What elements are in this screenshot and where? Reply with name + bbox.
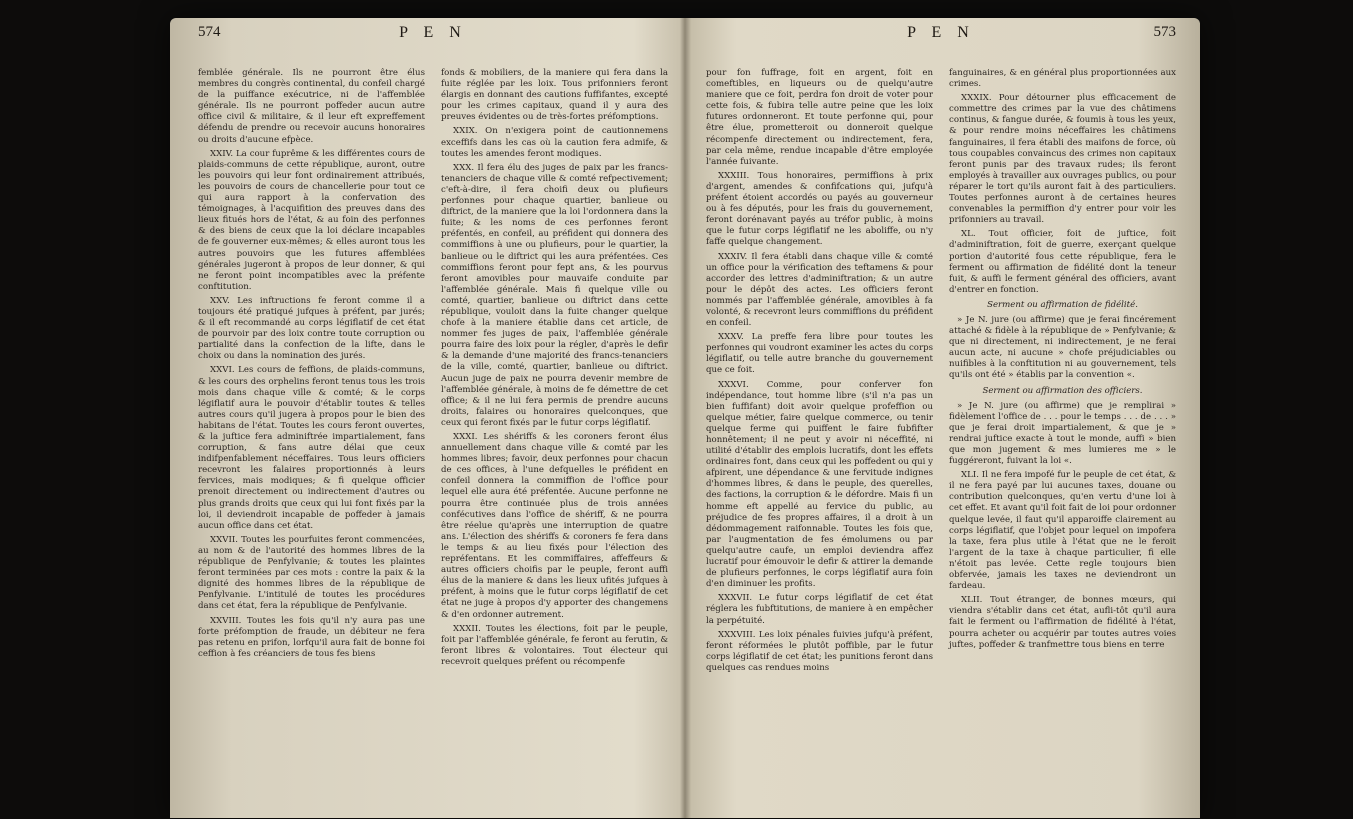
article-paragraph: fonds & mobiliers, de la maniere qui fera dans la fuite réglée par les loix. Tous prifonniers feront élargis en donnant des cautions fuffifantes, excepté pour les crimes capitaux, quand il y aura des preuves évidentes ou de très-fortes préfomptions. (441, 68, 668, 123)
article-paragraph: XXV. Les inftructions fe feront comme il a toujours été pratiqué jufques à préfent, par jurés; & il eft recommandé au corps légiflatif de cet état de pourvoir par des loix contre toute corruption ou partialité dans la confection de la lifte, dans le choix ou dans la nomination des jurés. (198, 295, 425, 362)
right-page (706, 24, 1176, 818)
article-paragraph: XXIX. On n'exigera point de cautionnemens exceffifs dans les cas où la caution fera admife, & toutes les amendes feront modiques. (441, 126, 668, 159)
left-page-header (198, 24, 668, 54)
left-page-column-2 (441, 68, 668, 818)
oath-heading: Serment ou affirmation des officiers. (982, 385, 1143, 396)
article-paragraph: XXXVI. Comme, pour conferver fon indépendance, tout homme libre (s'il n'a pas un bien fuffifant) doit avoir quelque profeffion ou quelque métier, faire quelque commerce, ou tenir quelque ferme qui puiffent le faire fubfifter honnêtement; il ne peut y avoir ni néceffité, ni utilité d'établir des emplois lucratifs, dont les effets ordinaires font, dans ceux qui les poffedent ou qui y afpirent, une dépendance & une fervitude indignes d'hommes libres, & dans le peuple, des querelles, des factions, la corruption & le défordre. Mais fi un homme eft appellé au fervice du public, au préjudice de fes propres affaires, il a droit à un dédommagement raifonnable. Toutes les fois que, par l'augmentation de fes émolumens ou par quelqu'autre caufe, un emploi deviendra affez lucratif pour émouvoir le defir & attirer la demande de plufieurs perfonnes, le corps légiflatif aura foin d'en diminuer les profits. (706, 379, 933, 590)
left-page-column-1 (198, 68, 425, 818)
right-page-number: 573 (1153, 24, 1176, 40)
article-paragraph: XXXV. La preffe fera libre pour toutes les perfonnes qui voudront examiner les actes du corps légiflatif, ou telle autre branche du gouvernement que ce foit. (706, 332, 933, 376)
right-page-column-1 (706, 68, 933, 818)
article-paragraph: fanguinaires, & en général plus proportionnées aux crimes. (949, 68, 1176, 90)
article-paragraph: XXX. Il fera élu des juges de paix par les francs-tenanciers de chaque ville & comté refpectivement; c'eft-à-dire, il fera choifi deux ou plufieurs perfonnes pour chaque quartier, banlieue ou diftrict, de la maniere que la loi l'ordonnera dans la fuite; & les noms de ces perfonnes feront préfentés, en confeil, au préfident qui donnera des commiffions à une ou plufieurs, pour le quartier, la banlieue ou le diftrict qui les aura préfentées. Ces commiffions feront pour fept ans, & les pourvus feront amovibles pour mauvaife conduite par l'affemblée générale. Mais fi quelque ville ou comté, quartier, banlieue ou diftrict dans cette république, vouloit dans la fuite changer quelque chofe à la maniere établie dans cet article, de nommer fes juges de paix, l'affemblée générale pourra faire des loix pour la régler, d'après le defir & la demande d'une majorité des francs-tenanciers de la ville, comté, quartier, banlieue ou diftrict. Aucun juge de paix ne pourra devenir membre de l'affemblée générale, à moins de fe démettre de cet office; & il ne lui fera permis de prendre aucuns droits, falaires ou honoraires quelconques, que ceux qui feront fixés par le futur corps légiflatif. (441, 162, 668, 428)
article-paragraph: XXXVII. Le futur corps légiflatif de cet état réglera les fubftitutions, de maniere à en empêcher la perpétuité. (706, 593, 933, 626)
article-paragraph: XLII. Tout étranger, de bonnes mœurs, qui viendra s'établir dans cet état, aufli-tôt qu'il aura fait le ferment ou l'affirmation de fidélité à l'état, pourra acheter ou acquérir par toutes autres voies juftes, poffeder & tranfmettre tous biens en terre (949, 595, 1176, 650)
article-paragraph: XXXI. Les shériffs & les coroners feront élus annuellement dans chaque ville & comté par les hommes libres; favoir, deux perfonnes pour chacun de ces offices, à l'une defquelles le préfident en confeil donnera la commiffion de l'office pour lequel elle aura été préfentée. Aucune perfonne ne pourra être continuée plus de trois années confécutives dans l'office de shériff, & ne pourra être réelue qu'après une interruption de quatre ans. L'élection des shériffs & coroners fe fera dans le temps & au lieu fixés pour l'élection des repréfentans. Et les commiffaires, affeffeurs & autres officiers choifis par le peuple, feront auffi élus de la maniere & dans les lieux ufités jufques à préfent, à moins que le futur corps légiflatif de cet état ne juge à propos d'y apporter des changemens & d'en ordonner autrement. (441, 432, 668, 620)
article-paragraph: XXXVIII. Les loix pénales fuivies jufqu'à préfent, feront réformées le plutôt poffible, par le futur corps légiflatif de cet état; les punitions feront dans quelques cas rendues moins (706, 629, 933, 673)
article-paragraph: XXXII. Toutes les élections, foit par le peuple, foit par l'affemblée générale, fe feront au ferutin, & feront libres & volontaires. Tout électeur qui recevroit quelques préfent ou récompenfe (441, 623, 668, 667)
article-paragraph: XXVIII. Toutes les fois qu'il n'y aura pas une forte préfomption de fraude, un débiteur ne fera pas retenu en prifon, lorfqu'il aura fait de bonne foi ceffion à fes créanciers de tous fes biens (198, 615, 425, 659)
article-paragraph: XXXIV. Il fera établi dans chaque ville & comté un office pour la vérification des teftamens & pour accorder des lettres d'adminiftration; & un autre pour le dépôt des actes. Les officiers feront nommés par l'affemblée générale, amovibles à fa volonté, & recevront leurs commiffions du préfident en confeil. (706, 251, 933, 329)
article-paragraph: pour fon fuffrage, foit en argent, foit en comeftibles, en liqueurs ou de quelqu'autre maniere que ce foit, perdra fon droit de voter pour cette fois, & fubira telle autre peine que les loix futures ordonneront. Et toute perfonne qui, pour être élue, prometteroit ou donneroit quelque récompenfe directement ou indirectement, fera, par cela même, rendue incapable d'être employée l'année fuivante. (706, 68, 933, 167)
right-running-head: P E N (907, 24, 975, 41)
article-paragraph: XXIV. La cour fuprême & les différentes cours de plaids-communs de cette république, auront, outre les pouvoirs qui leur font ordinairement attribués, les pouvoirs de cours de chancellerie pour tout ce qui aura rapport à la confervation des témoignages, à l'acquifition des preuves dans des lieux fitués hors de l'état, & au foin des perfonnes & des biens de ceux que la loi déclare incapables de fe gouverner eux-mêmes; & elles auront tous les autres pouvoirs que les futures affemblées générales jugeront à propos de leur donner, & qui ne feront point incompatibles avec la préfente conftitution. (198, 148, 425, 292)
open-book (170, 18, 1200, 818)
article-paragraph: XXXIII. Tous honoraires, permiffions à prix d'argent, amendes & confifcations qui, jufqu'à préfent étoient accordés ou payés au gouverneur ou à fes députés, pour les frais du gouvernement, feront dorénavant payés au tréfor public, à moins que le futur corps légiflatif ne les aboliffe, ou n'y faffe quelque changement. (706, 170, 933, 248)
article-paragraph: XL. Tout officier, foit de juftice, foit d'adminiftration, foit de guerre, exerçant quelque portion d'autorité fous cette république, fera le ferment ou affirmation de fidélité dont la teneur fuit, & auffi le ferment général des officiers, avant d'entrer en fonction. (949, 229, 1176, 295)
article-paragraph: » Je N. jure (ou affirme) que je ferai fincérement attaché & fidèle à la république de » Penfylvanie; & que ni directement, ni indirectement, je ne ferai aucun acte, ni aucune » chofe préjudiciables ou nuifibles à la conftitution ni au gouvernement, tels qu'ils ont été » établis par la convention «. (949, 314, 1176, 381)
article-paragraph: XLI. Il ne fera impofé fur le peuple de cet état, & il ne fera payé par lui aucunes taxes, douane ou contribution quelconques, qu'en vertu d'une loi à cet effet. Et avant qu'il foit fait de loi pour ordonner quelque levée, il faut qu'il apparoiffe clairement au corps légiflatif, que l'objet pour lequel on impofera la taxe, fera plus utile à l'état que ne le feroit l'argent de la taxe à chaque particulier, fi elle n'étoit pas levée. Cette regle toujours bien obfervée, jamais les taxes ne deviendront un fardeau. (949, 470, 1176, 592)
left-page (198, 24, 668, 818)
right-page-header (706, 24, 1176, 54)
article-paragraph: » Je N. jure (ou affirme) que je remplirai » fidèlement l'office de . . . pour le temps . . . de . . . » que je ferai droit impartialement, & que je » rendrai juftice exacte à tout le monde, auffi » bien que mon jugement & mes lumieres me » le fuggéreront, fuivant la loi «. (949, 400, 1176, 467)
left-page-number: 574 (198, 24, 221, 40)
right-page-column-2 (949, 68, 1176, 818)
article-paragraph: XXVII. Toutes les pourfuites feront commencées, au nom & de l'autorité des hommes libres de la république de Penfylvanie; & toutes les plaintes feront terminées par ces mots : contre la paix & la dignité des hommes libres de la république de Penfylvanie. L'intitulé de toutes les procédures dans cet état, fera la république de Penfylvanie. (198, 534, 425, 612)
left-running-head: P E N (399, 24, 467, 41)
article-paragraph: femblée générale. Ils ne pourront être élus membres du congrès continental, du confeil chargé de la puiffance exécutrice, ni de l'affemblée générale. Ils ne pourront poffeder aucun autre office civil & militaire, & il leur eft expreffement défendu de prendre ou recevoir aucuns honoraires ou droits d'aucune efpèce. (198, 68, 425, 145)
article-paragraph: XXXIX. Pour détourner plus efficacement de commettre des crimes par la vue des châtimens continus, & fangue durée, & foumis à tous les yeux, & pour rendre moins néceffaires les châtimens fanguinaires, il fera établi des maifons de force, où tous coupables convaincus des crimes non capitaux feront punis par des travaux rudes; ils feront employés à travailler aux ouvrages publics, ou pour réparer le tort qu'ils auront fait à des particuliers. Toutes perfonnes auront à de certaines heures convenables la permiffion d'y entrer pour voir les prifonniers au travail. (949, 93, 1176, 226)
article-paragraph: XXVI. Les cours de feffions, de plaids-communs, & les cours des orphelins feront tenus tous les trois mois dans chaque ville & comté; & le corps légiflatif aura le pouvoir d'établir toutes & telles autres cours qu'il jugera à propos pour le bien des habitans de l'état. Toutes les cours feront ouvertes, & la juftice fera adminiftrée impartialement, fans corruption, & fans autre délai que ceux indifpenfablement néceffaires. Tous leurs officiers recevront les falaires proportionnés à leurs fervices, mais modiques; & fi quelque officier prenoit directement ou indirectement d'autres ou plus grands droits que ceux qui lui font fixés par la loi, il deviendroit incapable de poffeder à jamais aucun office dans cet état. (198, 365, 425, 531)
oath-heading: Serment ou affirmation de fidélité. (987, 299, 1138, 310)
